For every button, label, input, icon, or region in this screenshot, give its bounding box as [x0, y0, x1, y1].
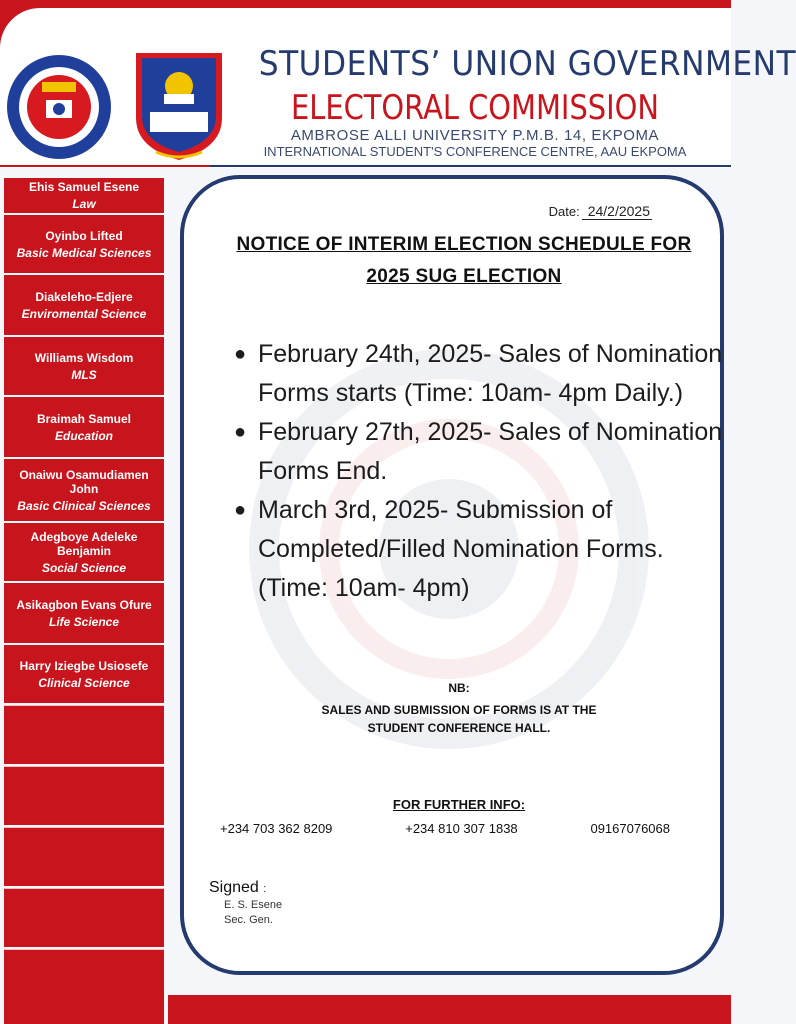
nb-label: NB: — [448, 681, 470, 695]
member-name: Braimah Samuel — [36, 411, 132, 426]
member-name: Adegboye Adeleke Benjamin — [30, 529, 138, 558]
phone-number: +234 810 307 1838 — [405, 821, 518, 836]
date-value: 24/2/2025 — [582, 203, 652, 220]
phone-number: +234 703 362 8209 — [220, 821, 333, 836]
sidebar-empty-slot — [4, 766, 164, 825]
header-title-sug: STUDENTS’ UNION GOVERNMENT — [258, 44, 796, 84]
member-card — [4, 397, 164, 457]
sidebar-empty-slot — [4, 705, 164, 764]
member-dept: Clinical Science — [38, 675, 130, 690]
member-dept: Basic Medical Sciences — [16, 245, 152, 260]
sidebar-empty-slot — [4, 827, 164, 886]
member-name: Onaiwu Osamudiamen John — [19, 467, 149, 496]
member-card — [4, 178, 164, 213]
header-divider — [210, 165, 731, 167]
member-name: Ehis Samuel Esene — [28, 180, 140, 194]
phone-numbers — [220, 821, 670, 836]
sidebar-empty-slot — [4, 888, 164, 947]
notice-date — [549, 203, 652, 220]
member-card — [4, 337, 164, 395]
member-dept: Social Science — [41, 560, 127, 575]
bottom-red-bar-left — [4, 995, 164, 1024]
member-card — [4, 275, 164, 335]
header-divider-red — [0, 165, 210, 167]
sidebar-empty-slot — [4, 949, 164, 996]
commission-members-sidebar — [4, 178, 164, 998]
member-dept: MLS — [71, 367, 97, 382]
member-name: Diakeleho-Edjere — [35, 289, 133, 304]
member-name: Asikagbon Evans Ofure — [16, 597, 152, 612]
signer-name: E. S. Esene — [224, 899, 283, 911]
schedule-item-text: February 24th, 2025- Sales of Nomination Forms starts (Time: 10am- 4pm Daily.) — [258, 340, 723, 407]
bullet-icon: ● — [234, 421, 247, 443]
member-dept: Education — [54, 428, 113, 443]
bullet-icon: ● — [234, 343, 247, 365]
schedule-item — [234, 491, 728, 608]
notice-card — [180, 175, 724, 975]
member-card — [4, 215, 164, 273]
sug-seal-logo — [4, 52, 114, 162]
member-dept: Law — [72, 197, 96, 211]
header-address-line2: INTERNATIONAL STUDENT'S CONFERENCE CENTRE, AAU EKPOMA — [263, 144, 687, 159]
member-dept: Life Science — [48, 614, 120, 629]
schedule-item — [234, 335, 728, 413]
member-name: Oyinbo Lifted — [45, 228, 123, 243]
schedule-item-text: February 27th, 2025- Sales of Nomination Forms End. — [258, 418, 723, 485]
member-name: Harry Iziegbe Usiosefe — [19, 658, 149, 673]
signed-text: Signed — [209, 879, 259, 896]
schedule-item-text: March 3rd, 2025- Submission of Completed/Filled Nomination Forms. (Time: 10am- 4pm) — [258, 496, 664, 602]
date-label: Date: — [548, 204, 580, 219]
header-title-electoral-commission: ELECTORAL COMMISSION — [290, 88, 660, 128]
bullet-icon: ● — [234, 499, 247, 521]
notice-title: NOTICE OF INTERIM ELECTION SCHEDULE FOR 2025 SUG ELECTION — [236, 234, 692, 287]
member-card — [4, 583, 164, 643]
schedule-list — [232, 335, 728, 608]
member-name: Williams Wisdom — [34, 350, 134, 365]
university-crest-logo — [126, 48, 232, 162]
signer-title: Sec. Gen. — [224, 914, 273, 926]
member-card — [4, 459, 164, 521]
member-card — [4, 523, 164, 581]
nb-text: SALES AND SUBMISSION OF FORMS IS AT THE STUDENT CONFERENCE HALL. — [321, 703, 597, 735]
phone-number: 09167076068 — [590, 821, 670, 836]
schedule-item — [234, 413, 728, 491]
member-dept: Basic Clinical Sciences — [17, 498, 151, 513]
member-dept: Enviromental Science — [21, 306, 147, 321]
further-info-label: FOR FURTHER INFO: — [392, 797, 526, 812]
member-card — [4, 645, 164, 703]
header-address-line1: AMBROSE ALLI UNIVERSITY P.M.B. 14, EKPOMA — [290, 127, 660, 144]
signed-label — [209, 879, 266, 897]
signer-block — [224, 898, 282, 928]
bottom-red-bar — [168, 995, 731, 1024]
signed-colon: : — [263, 883, 267, 895]
